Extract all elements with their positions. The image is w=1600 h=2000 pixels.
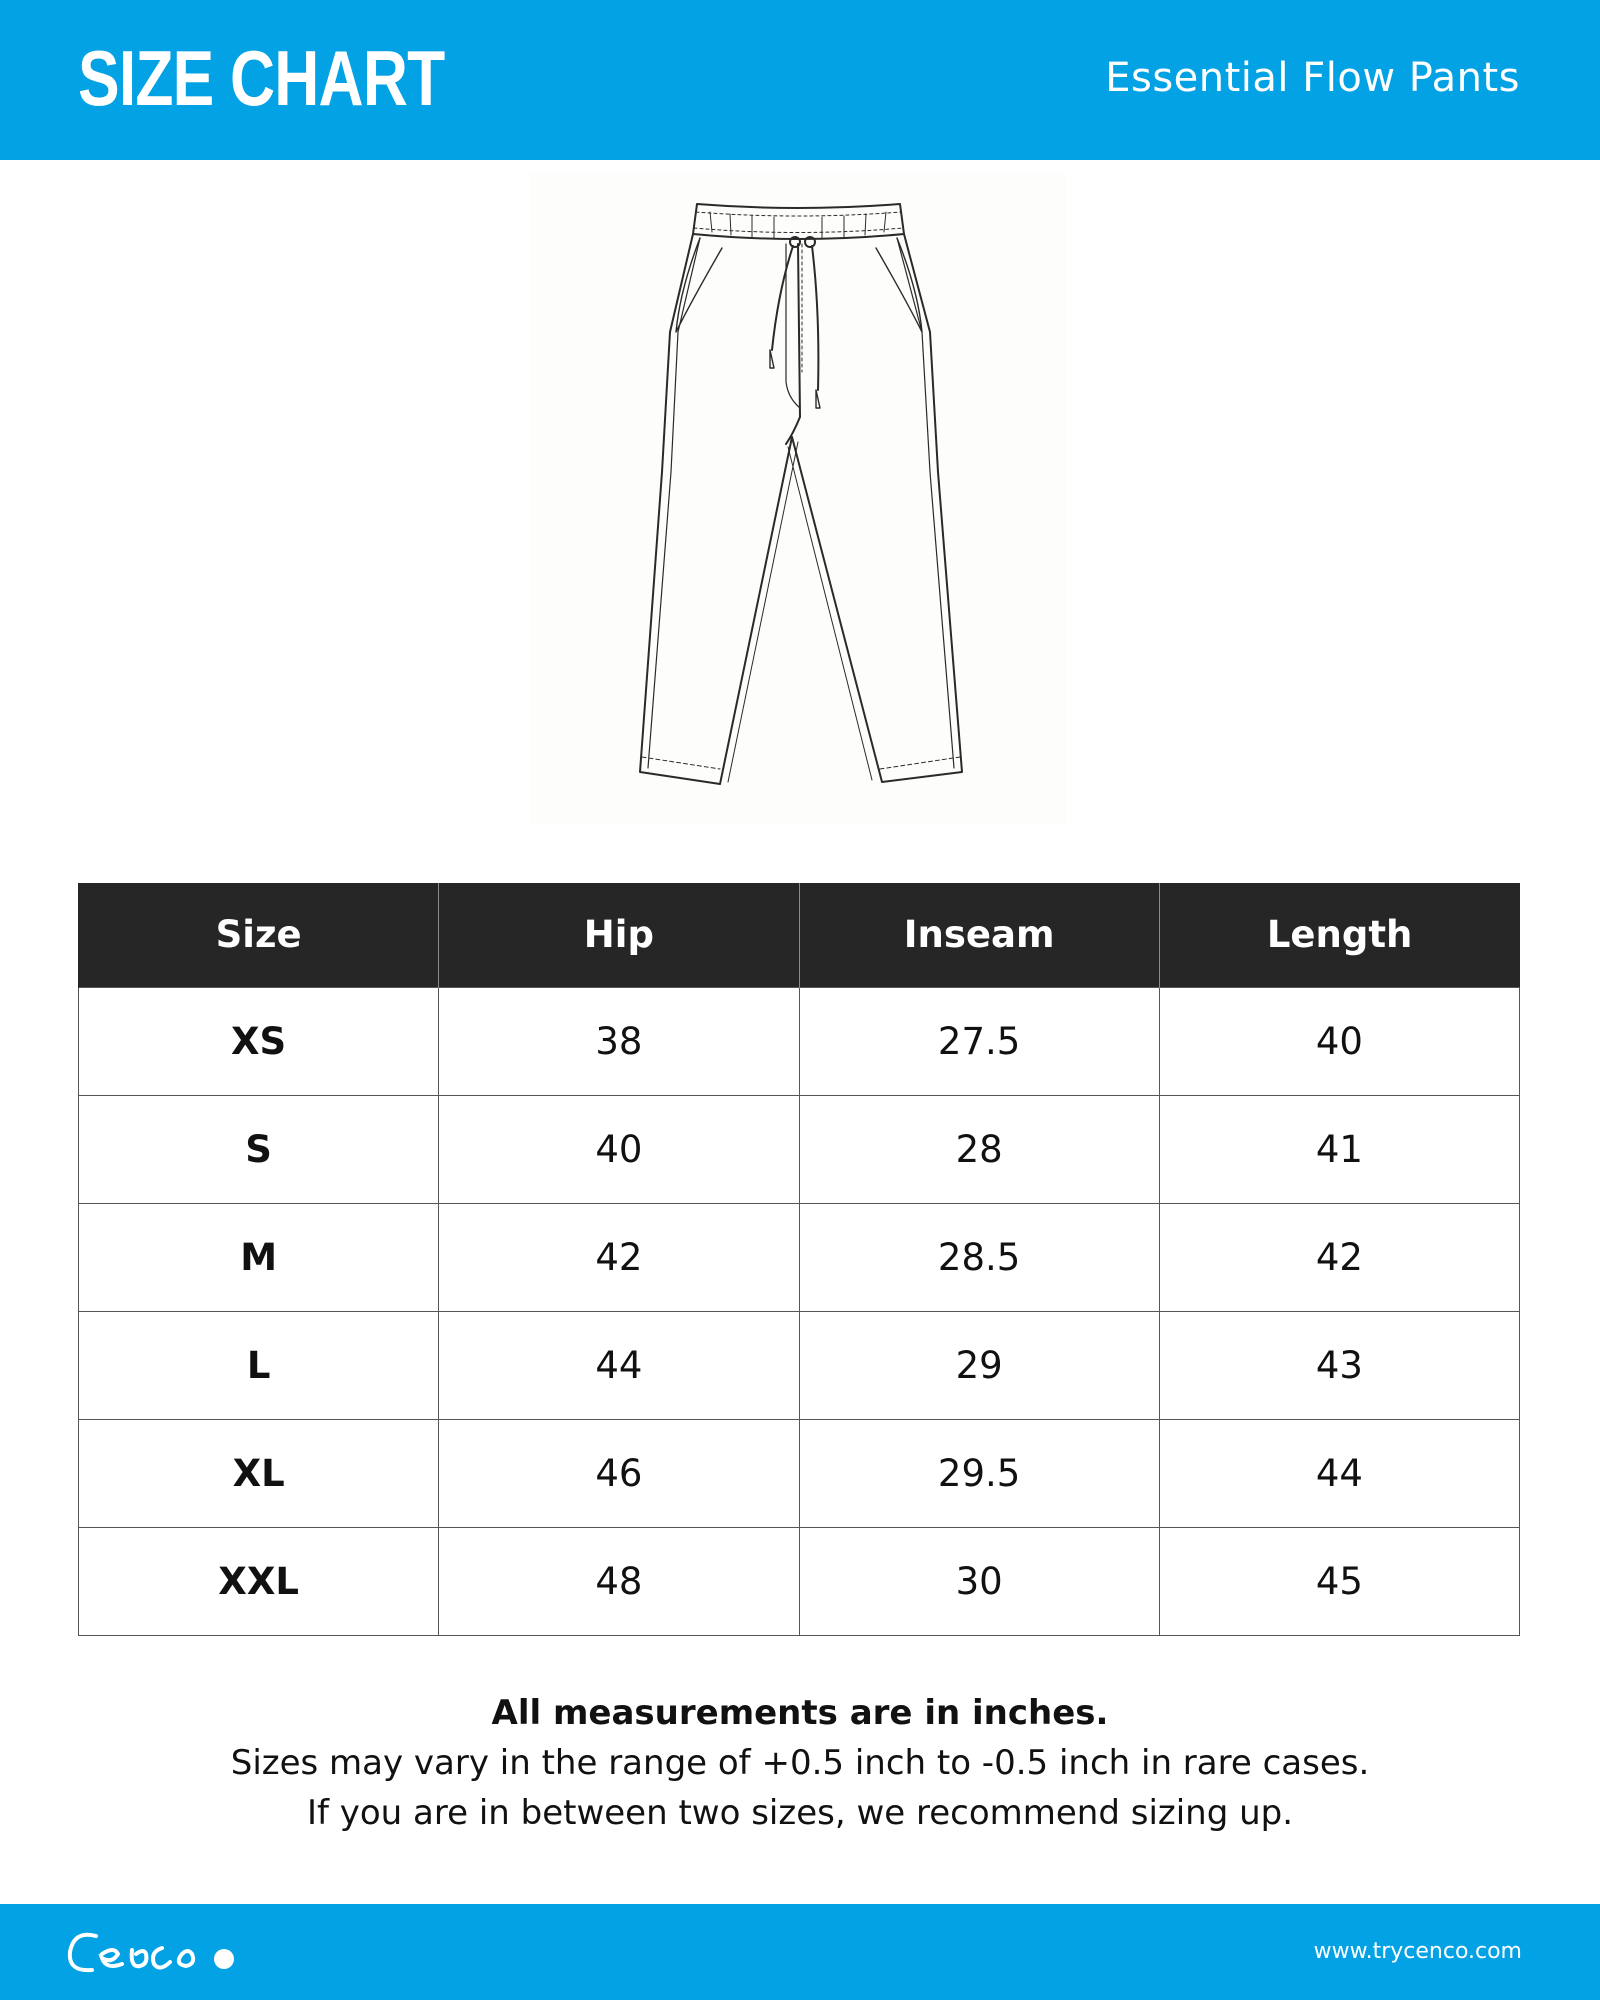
- header-length: Length: [1159, 883, 1519, 987]
- length-cell: 42: [1159, 1203, 1519, 1311]
- length-cell: 41: [1159, 1095, 1519, 1203]
- pants-icon: [530, 172, 1066, 824]
- header-bar: [0, 0, 1600, 160]
- hip-cell: 40: [439, 1095, 799, 1203]
- table-header-row: [79, 883, 1520, 987]
- hip-cell: 44: [439, 1311, 799, 1419]
- size-cell: M: [79, 1203, 439, 1311]
- size-cell: XS: [79, 987, 439, 1095]
- tolerance-note: Sizes may vary in the range of +0.5 inch to -0.5 inch in rare cases.: [230, 1743, 1370, 1783]
- page-title: SIZE CHART: [78, 34, 445, 122]
- inseam-cell: 27.5: [799, 987, 1159, 1095]
- header-inseam: Inseam: [799, 883, 1159, 987]
- table-row: [79, 1203, 1520, 1311]
- pants-illustration: [530, 172, 1066, 824]
- size-cell: L: [79, 1311, 439, 1419]
- inseam-cell: 29: [799, 1311, 1159, 1419]
- inseam-cell: 28: [799, 1095, 1159, 1203]
- hip-cell: 48: [439, 1527, 799, 1635]
- size-cell: XL: [79, 1419, 439, 1527]
- table-row: [79, 987, 1520, 1095]
- product-name: Essential Flow Pants: [1105, 55, 1520, 101]
- size-cell: S: [79, 1095, 439, 1203]
- hip-cell: 46: [439, 1419, 799, 1527]
- header-size: Size: [79, 883, 439, 987]
- length-cell: 44: [1159, 1419, 1519, 1527]
- hip-cell: 38: [439, 987, 799, 1095]
- length-cell: 45: [1159, 1527, 1519, 1635]
- website-url: www.trycenco.com: [1313, 1939, 1522, 1964]
- inseam-cell: 28.5: [799, 1203, 1159, 1311]
- inseam-cell: 29.5: [799, 1419, 1159, 1527]
- length-cell: 40: [1159, 987, 1519, 1095]
- size-cell: XXL: [79, 1527, 439, 1635]
- measurement-notes: [0, 1688, 1600, 1838]
- table-row: [79, 1311, 1520, 1419]
- hip-cell: 42: [439, 1203, 799, 1311]
- size-table: [78, 883, 1520, 1636]
- table-row: [79, 1095, 1520, 1203]
- footer-bar: [0, 1904, 1600, 2000]
- brand-logo: [62, 1924, 240, 1980]
- table-row: [79, 1527, 1520, 1635]
- inseam-cell: 30: [799, 1527, 1159, 1635]
- header-hip: Hip: [439, 883, 799, 987]
- table-row: [79, 1419, 1520, 1527]
- length-cell: 43: [1159, 1311, 1519, 1419]
- sizing-advice: If you are in between two sizes, we recommend sizing up.: [306, 1793, 1294, 1833]
- units-note: All measurements are in inches.: [491, 1693, 1109, 1733]
